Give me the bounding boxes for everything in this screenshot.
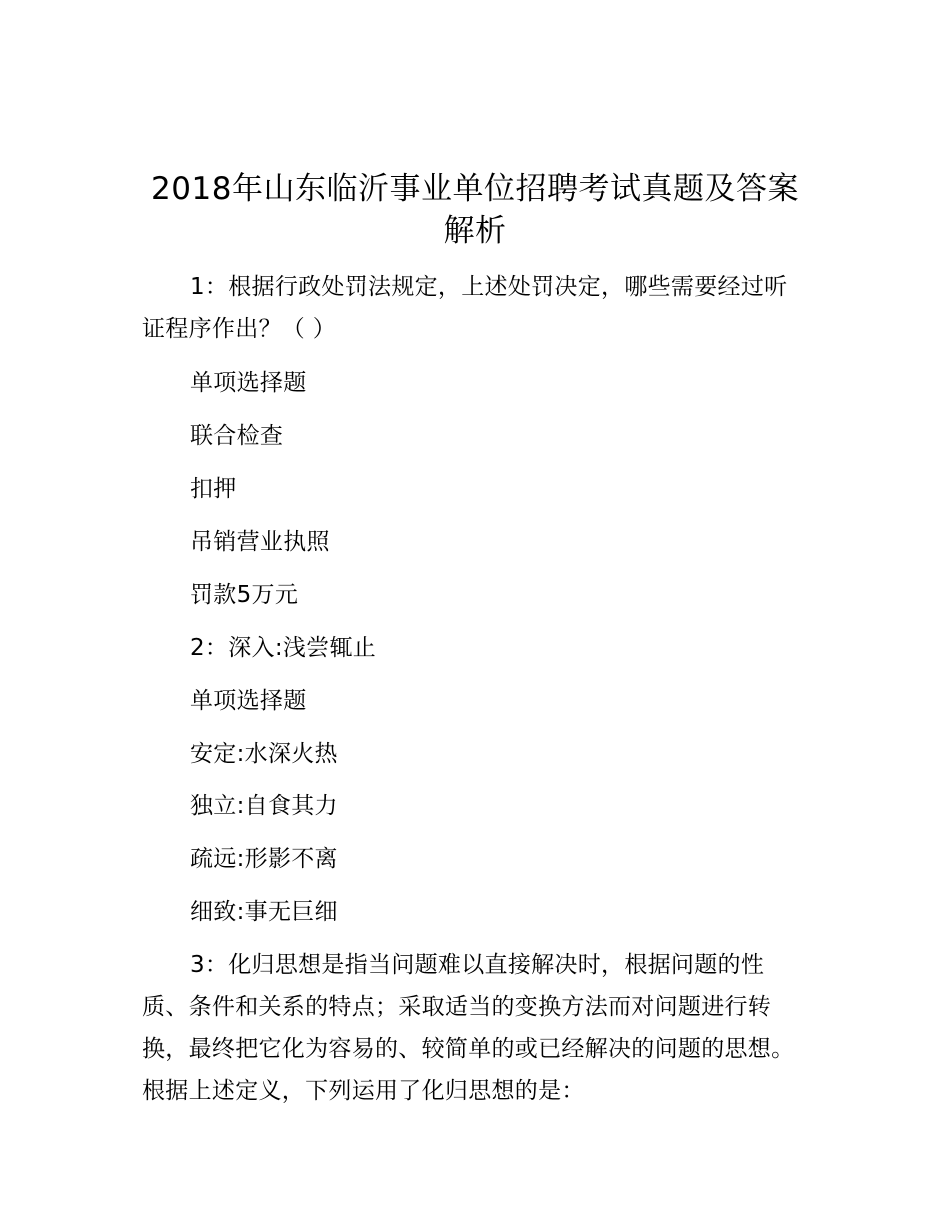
question-2-type: 单项选择题 [190, 688, 307, 714]
question-1-option-b: 扣押 [190, 476, 237, 502]
question-1-type: 单项选择题 [190, 370, 307, 396]
question-1-option-d: 罚款5万元 [190, 582, 299, 608]
question-2-option-b: 独立:自食其力 [190, 793, 338, 819]
question-1-option-c: 吊销营业执照 [190, 529, 330, 555]
question-1-option-a: 联合检查 [190, 423, 284, 449]
question-2-option-a: 安定:水深火热 [190, 741, 338, 767]
question-2-option-c: 疏远:形影不离 [190, 846, 338, 872]
question-3-stem: 3：化归思想是指当问题难以直接解决时，根据问题的性质、条件和关系的特点；采取适当的变换方法而对问题进行转换，最终把它化为容易的、较简单的或已经解决的问题的思想。根据上述定义，下列运用了化归思想的是： [142, 952, 795, 1104]
question-1-stem: 1：根据行政处罚法规定，上述处罚决定，哪些需要经过听证程序作出？（ ） [142, 274, 788, 342]
question-2-stem: 2：深入:浅尝辄止 [190, 635, 377, 661]
document-title: 2018年山东临沂事业单位招聘考试真题及答案解析 [151, 171, 799, 249]
question-2-option-d: 细致:事无巨细 [190, 899, 338, 925]
